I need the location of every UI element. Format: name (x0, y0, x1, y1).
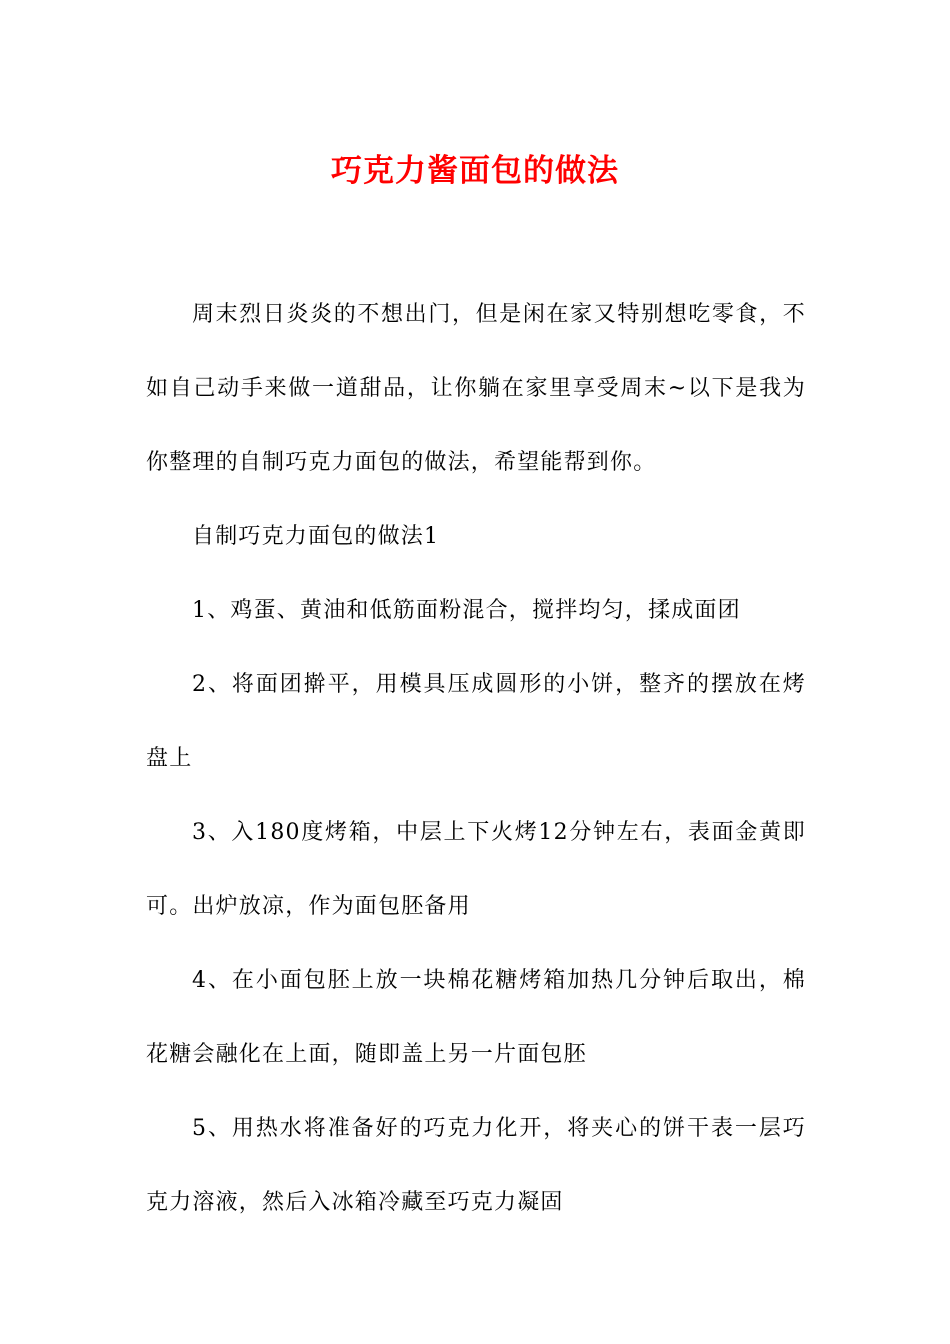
step-2-paragraph: 2、将面团擀平，用模具压成圆形的小饼，整齐的摆放在烤盘上 (146, 672, 806, 771)
step-5-paragraph: 5、用热水将准备好的巧克力化开，将夹心的饼干表一层巧克力溶液，然后入冰箱冷藏至巧克力凝固 (146, 1116, 806, 1215)
document-body (146, 278, 806, 1240)
section-heading: 自制巧克力面包的做法1 (192, 524, 440, 549)
step-1-paragraph: 1、鸡蛋、黄油和低筋面粉混合，搅拌均匀，揉成面团 (192, 598, 741, 623)
page-title: 巧克力酱面包的做法 (331, 153, 619, 189)
step-4-paragraph: 4、在小面包胚上放一块棉花糖烤箱加热几分钟后取出，棉花糖会融化在上面，随即盖上另一片面包胚 (146, 968, 806, 1067)
step-3-paragraph: 3、入180度烤箱，中层上下火烤12分钟左右，表面金黄即可。出炉放凉，作为面包胚备用 (146, 820, 806, 919)
intro-paragraph: 周末烈日炎炎的不想出门，但是闲在家又特别想吃零食，不如自己动手来做一道甜品，让你躺在家里享受周末~以下是我为你整理的自制巧克力面包的做法，希望能帮到你。 (146, 302, 806, 475)
